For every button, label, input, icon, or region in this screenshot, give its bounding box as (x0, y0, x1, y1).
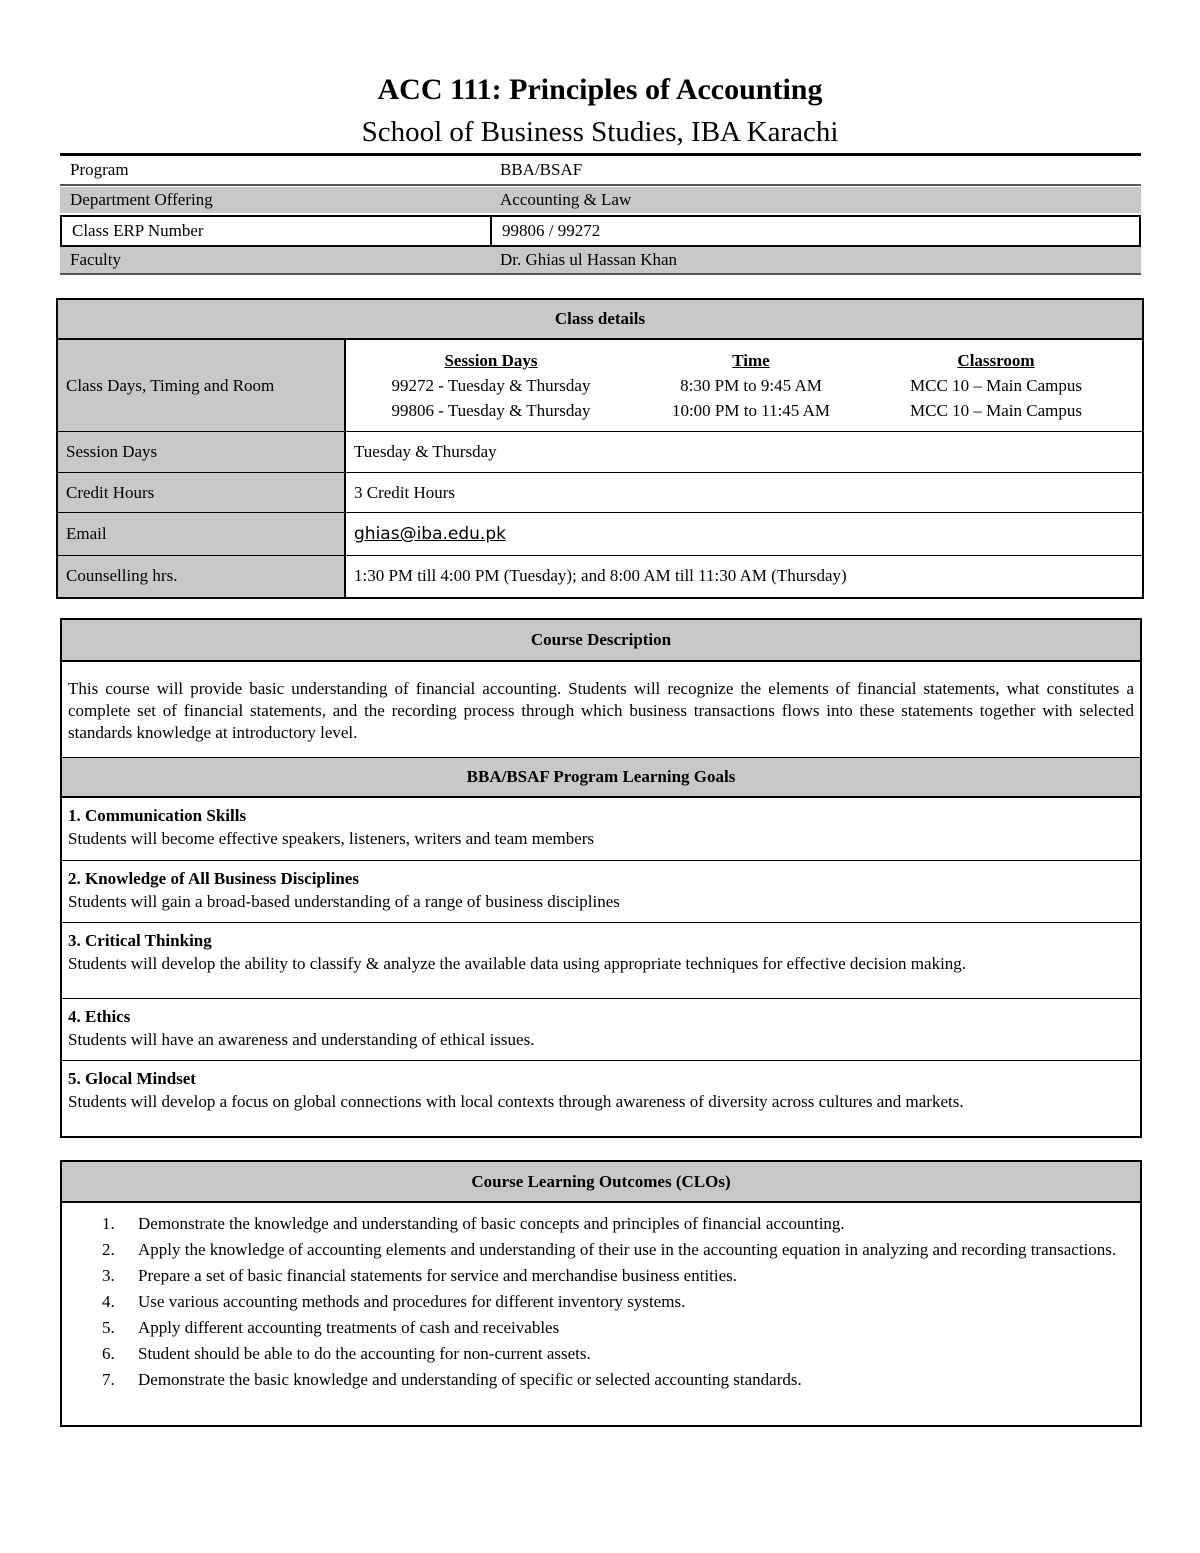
info-label: Department Offering (70, 190, 213, 209)
info-label: Class ERP Number (72, 221, 204, 240)
col-classroom: Classroom (957, 351, 1035, 370)
clo-text: Apply the knowledge of accounting elements and understanding of their use in the accounting equation in analyzing and recording transactions. (138, 1240, 1117, 1259)
goal-text: Students will develop the ability to classify & analyze the available data using appropriate techniques for effective decision making. (68, 954, 967, 973)
info-row-program (60, 157, 1141, 183)
detail-value: 3 Credit Hours (345, 473, 1143, 513)
goal-title: 3. Critical Thinking (68, 931, 212, 950)
session-room: MCC 10 – Main Campus (910, 401, 1082, 420)
detail-label: Session Days (57, 432, 345, 473)
col-session-days: Session Days (444, 351, 538, 370)
goal-text: Students will develop a focus on global connections with local contexts through awareness of diversity across cultures and markets. (68, 1092, 964, 1111)
email-link[interactable]: ghias@iba.edu.pk (354, 524, 506, 544)
detail-value: 1:30 PM till 4:00 PM (Tuesday); and 8:00 AM till 11:30 AM (Thursday) (345, 556, 1143, 598)
info-label: Faculty (70, 250, 121, 269)
clo-number: 7. (102, 1370, 115, 1389)
page-subtitle: School of Business Studies, IBA Karachi (361, 116, 839, 148)
info-value: Dr. Ghias ul Hassan Khan (500, 250, 678, 269)
clo-text: Demonstrate the basic knowledge and understanding of specific or selected accounting standards. (138, 1370, 802, 1389)
clo-heading: Course Learning Outcomes (CLOs) (62, 1162, 1140, 1203)
clo-item (62, 1367, 1140, 1393)
session-days: 99806 - Tuesday & Thursday (391, 401, 591, 420)
course-description-heading: Course Description (62, 620, 1140, 662)
info-label: Program (70, 160, 129, 179)
detail-label: Email (57, 513, 345, 556)
learning-goal (62, 861, 1140, 923)
goal-text: Students will become effective speakers, listeners, writers and team members (68, 829, 595, 848)
session-row (356, 373, 1132, 398)
course-description-box (60, 618, 1142, 1138)
session-row (356, 398, 1132, 423)
learning-goal (62, 798, 1140, 861)
clo-item (62, 1237, 1140, 1263)
course-description-text: This course will provide basic understanding of financial accounting. Students will recognize the elements of financial statements, what constitutes a complete set of financial statements, and the recording process through which business transactions flows into these statements together with selected standards knowledge at introductory level. (62, 662, 1140, 758)
class-details-table (56, 298, 1144, 599)
session-time: 8:30 PM to 9:45 AM (680, 376, 822, 395)
session-room: MCC 10 – Main Campus (910, 376, 1082, 395)
info-value: 99806 / 99272 (490, 217, 600, 245)
goal-title: 2. Knowledge of All Business Disciplines (68, 869, 359, 888)
clo-text: Prepare a set of basic financial statements for service and merchandise business entities. (138, 1266, 738, 1285)
clo-number: 1. (102, 1214, 115, 1233)
session-time: 10:00 PM to 11:45 AM (671, 401, 831, 420)
goal-text: Students will gain a broad-based understanding of a range of business disciplines (68, 892, 620, 911)
page-title: ACC 111: Principles of Accounting (377, 73, 823, 106)
learning-goal (62, 999, 1140, 1061)
session-schedule (345, 339, 1143, 432)
info-row-erp (60, 215, 1141, 247)
clo-item (62, 1289, 1140, 1315)
info-value: Accounting & Law (500, 190, 632, 209)
clo-number: 3. (102, 1266, 115, 1285)
info-row-faculty (60, 247, 1141, 273)
email-cell (345, 513, 1143, 556)
detail-value: Tuesday & Thursday (345, 432, 1143, 473)
clo-box (60, 1160, 1142, 1427)
goal-title: 1. Communication Skills (68, 806, 247, 825)
clo-list (62, 1203, 1140, 1393)
clo-number: 5. (102, 1318, 115, 1337)
info-row-department (60, 187, 1141, 213)
learning-goal (62, 1061, 1140, 1136)
goal-text: Students will have an awareness and understanding of ethical issues. (68, 1030, 535, 1049)
detail-label: Credit Hours (57, 473, 345, 513)
clo-number: 4. (102, 1292, 115, 1311)
clo-number: 6. (102, 1344, 115, 1363)
clo-text: Demonstrate the knowledge and understanding of basic concepts and principles of financial accounting. (138, 1214, 845, 1233)
learning-goals-heading: BBA/BSAF Program Learning Goals (62, 758, 1140, 798)
clo-text: Apply different accounting treatments of cash and receivables (138, 1318, 560, 1337)
clo-item (62, 1263, 1140, 1289)
header-divider (60, 153, 1141, 156)
clo-text: Student should be able to do the accounting for non-current assets. (138, 1344, 591, 1363)
session-days: 99272 - Tuesday & Thursday (391, 376, 591, 395)
learning-goal (62, 923, 1140, 999)
divider (60, 184, 1141, 186)
timing-label: Class Days, Timing and Room (57, 339, 345, 432)
clo-text: Use various accounting methods and procedures for different inventory systems. (138, 1292, 686, 1311)
class-details-heading: Class details (57, 299, 1143, 339)
goal-title: 5. Glocal Mindset (68, 1069, 196, 1088)
clo-item (62, 1341, 1140, 1367)
goal-title: 4. Ethics (68, 1007, 131, 1026)
divider (60, 273, 1141, 275)
detail-label: Counselling hrs. (57, 556, 345, 598)
clo-item (62, 1211, 1140, 1237)
info-value: BBA/BSAF (500, 160, 583, 179)
clo-item (62, 1315, 1140, 1341)
clo-number: 2. (102, 1240, 115, 1259)
col-time: Time (732, 351, 770, 370)
